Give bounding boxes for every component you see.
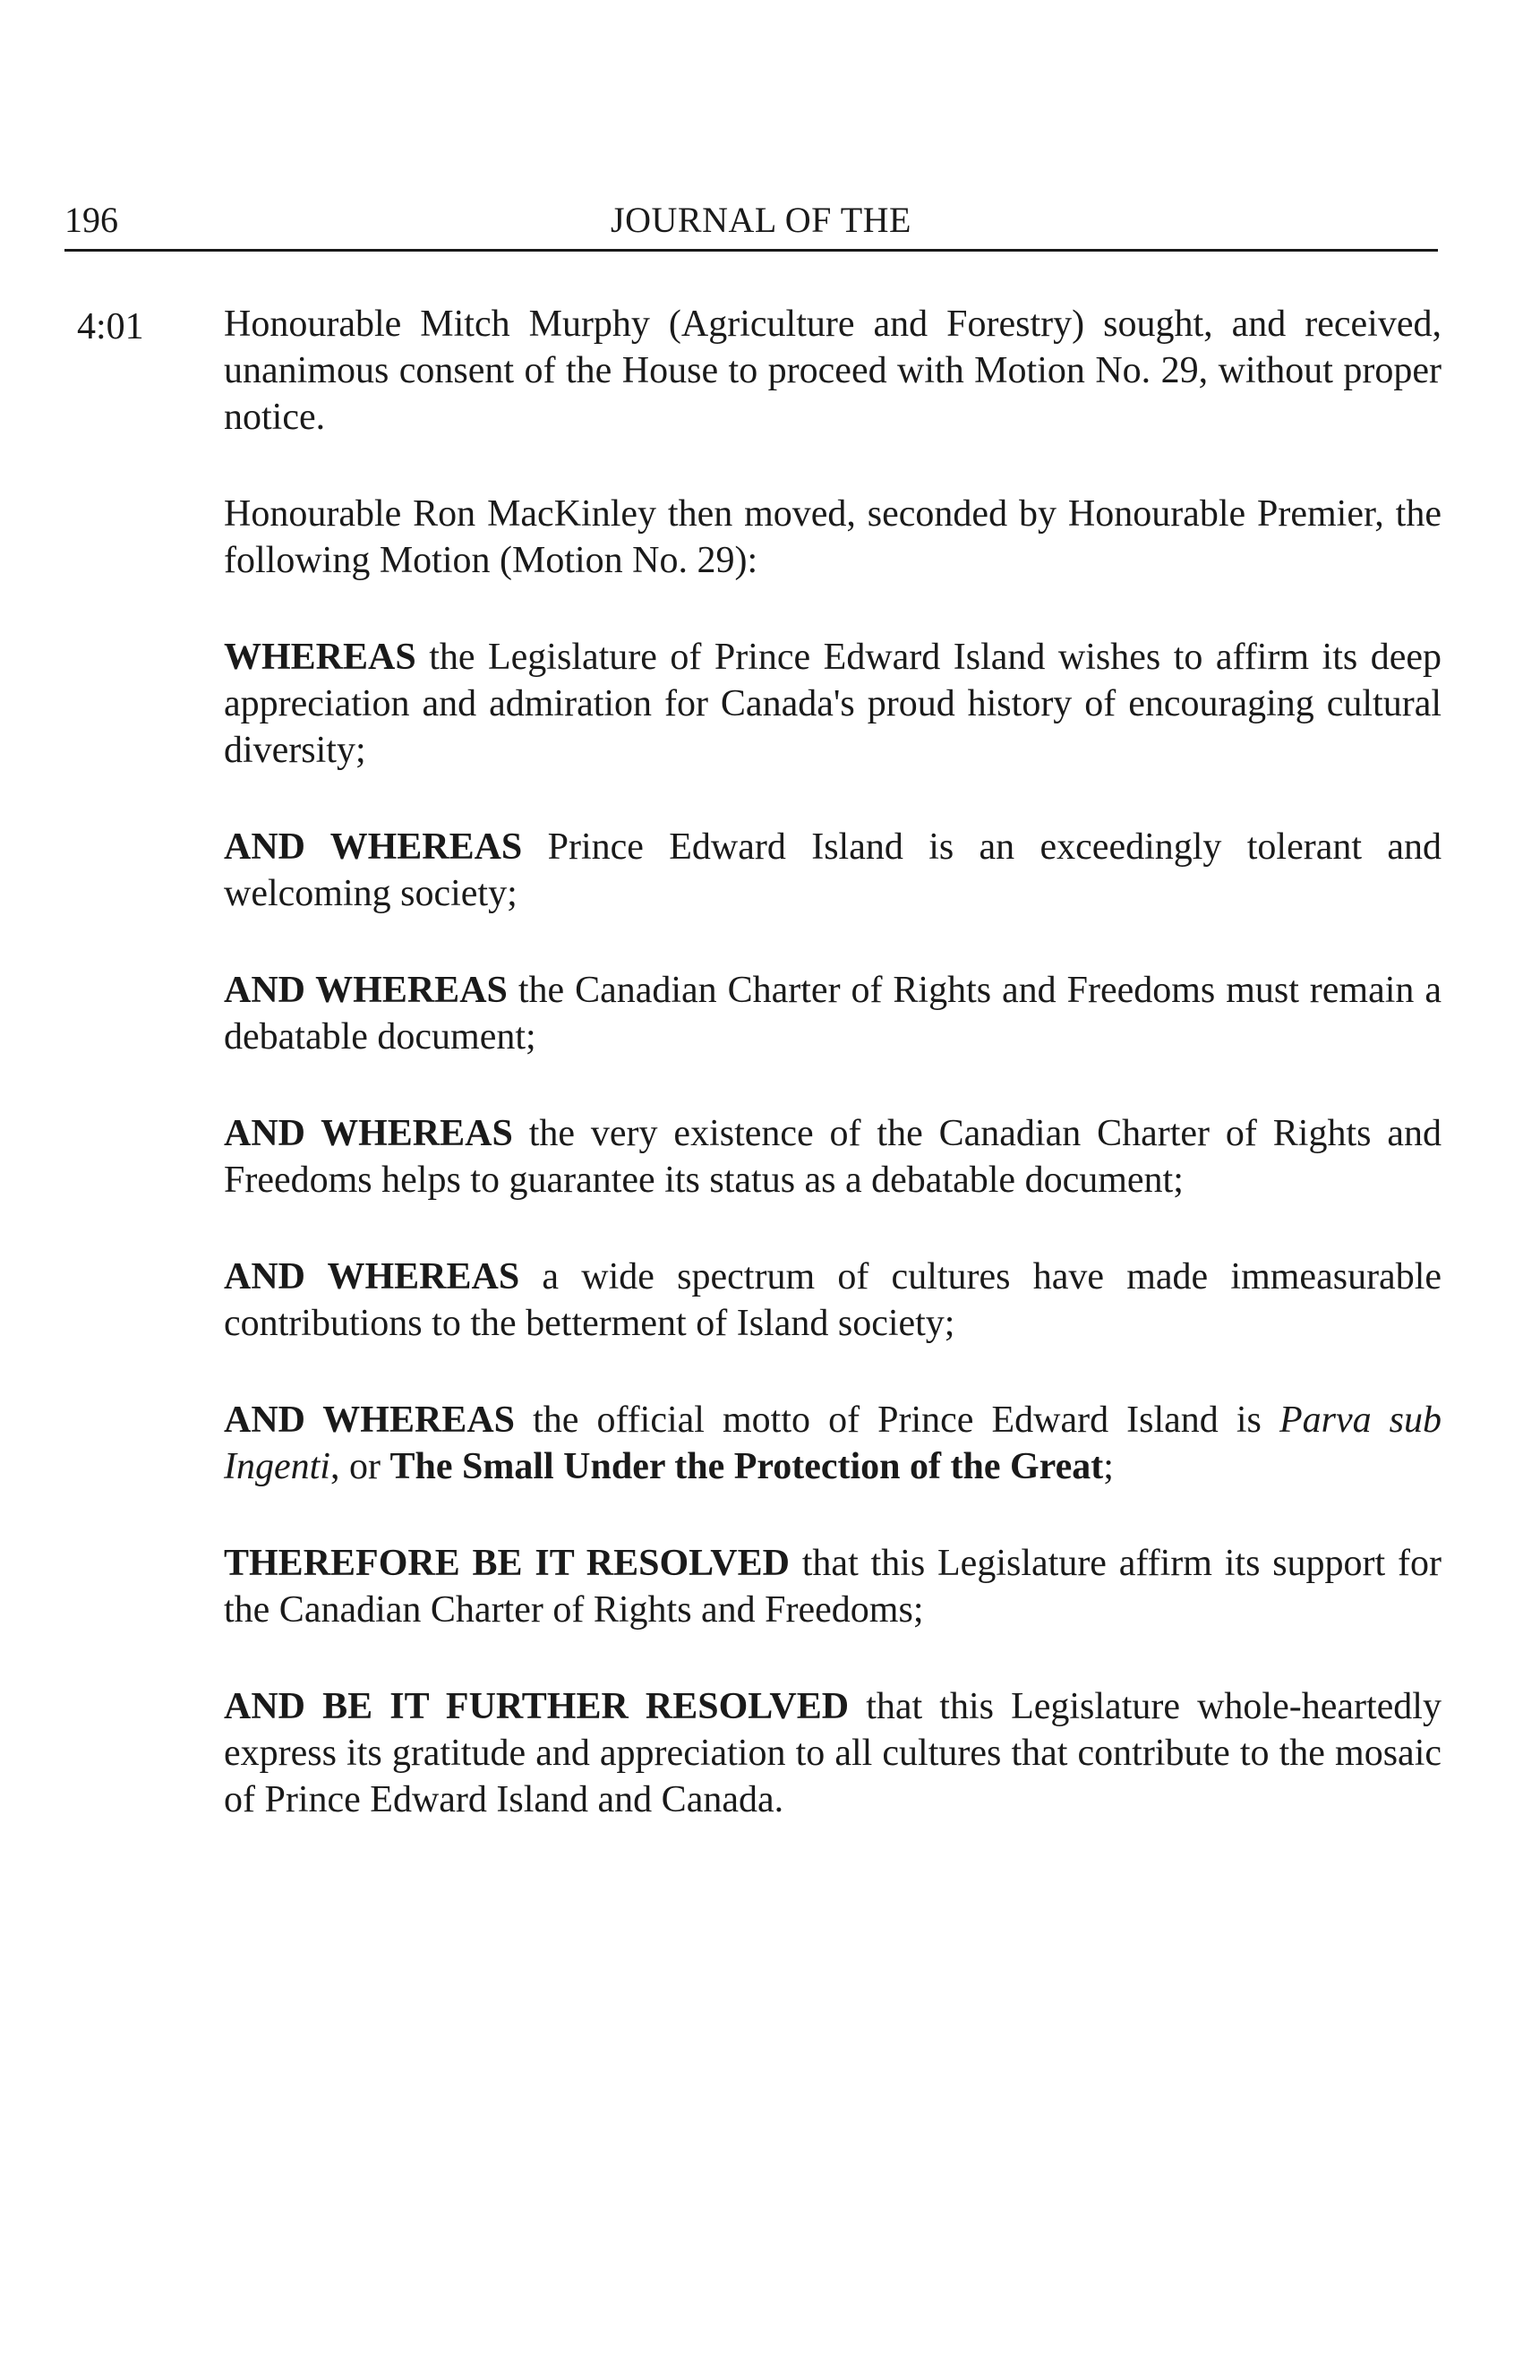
clause-lead: THEREFORE BE IT RESOLVED <box>224 1543 790 1584</box>
journal-body <box>224 301 1442 1873</box>
clause-lead: AND BE IT FURTHER RESOLVED <box>224 1686 850 1727</box>
clause-text: ; <box>1103 1446 1114 1487</box>
paragraph-whereas-2 <box>224 824 1442 917</box>
motto-english: The Small Under the Protection of the Great <box>389 1446 1104 1487</box>
clause-lead: AND WHEREAS <box>224 970 508 1011</box>
clause-text: the Canadian Charter of Rights and Freedoms must remain a debatable document; <box>224 970 1442 1057</box>
clause-text: a wide spectrum of cultures have made immeasurable contributions to the betterment of Island society; <box>224 1256 1442 1344</box>
paragraph-resolved-2 <box>224 1683 1442 1823</box>
clause-text: Prince Edward Island is an exceedingly tolerant and welcoming society; <box>224 826 1442 914</box>
clause-lead: WHEREAS <box>224 637 416 678</box>
clause-lead: AND WHEREAS <box>224 826 523 868</box>
paragraph-whereas-5 <box>224 1254 1442 1347</box>
paragraph-whereas-6 <box>224 1397 1442 1490</box>
header-rule <box>64 249 1438 252</box>
clause-text: , or <box>329 1446 390 1487</box>
paragraph-motion-intro: Honourable Ron MacKinley then moved, seconded by Honourable Premier, the following Motion (Motion No. 29): <box>224 493 1442 581</box>
paragraph-consent: Honourable Mitch Murphy (Agriculture and Forestry) sought, and received, unanimous consent of the House to proceed with Motion No. 29, without proper notice. <box>224 304 1442 438</box>
paragraph-whereas-4 <box>224 1110 1442 1203</box>
entry-time: 4:01 <box>77 306 144 347</box>
clause-text: the very existence of the Canadian Charter of Rights and Freedoms helps to guarantee its status as a debatable document; <box>224 1113 1442 1201</box>
clause-text: the official motto of Prince Edward Island is <box>515 1400 1279 1441</box>
page-number: 196 <box>64 200 118 240</box>
paragraph-whereas-3 <box>224 967 1442 1060</box>
clause-text: that this Legislature affirm its support for the Canadian Charter of Rights and Freedoms; <box>224 1543 1442 1631</box>
clause-lead: AND WHEREAS <box>224 1400 516 1441</box>
paragraph-whereas-1 <box>224 634 1442 774</box>
clause-lead: AND WHEREAS <box>224 1113 513 1154</box>
clause-text: that this Legislature whole-heartedly express its gratitude and appreciation to all cultures that contribute to the mosaic of Prince Edward Island and Canada. <box>224 1686 1442 1820</box>
clause-lead: AND WHEREAS <box>224 1256 520 1297</box>
running-title: JOURNAL OF THE <box>611 200 911 240</box>
paragraph-resolved-1 <box>224 1540 1442 1633</box>
clause-text: the Legislature of Prince Edward Island wishes to affirm its deep appreciation and admiration for Canada's proud history of encouraging cultural diversity; <box>224 637 1442 771</box>
motto-latin: Parva sub Ingenti <box>224 1400 1442 1487</box>
